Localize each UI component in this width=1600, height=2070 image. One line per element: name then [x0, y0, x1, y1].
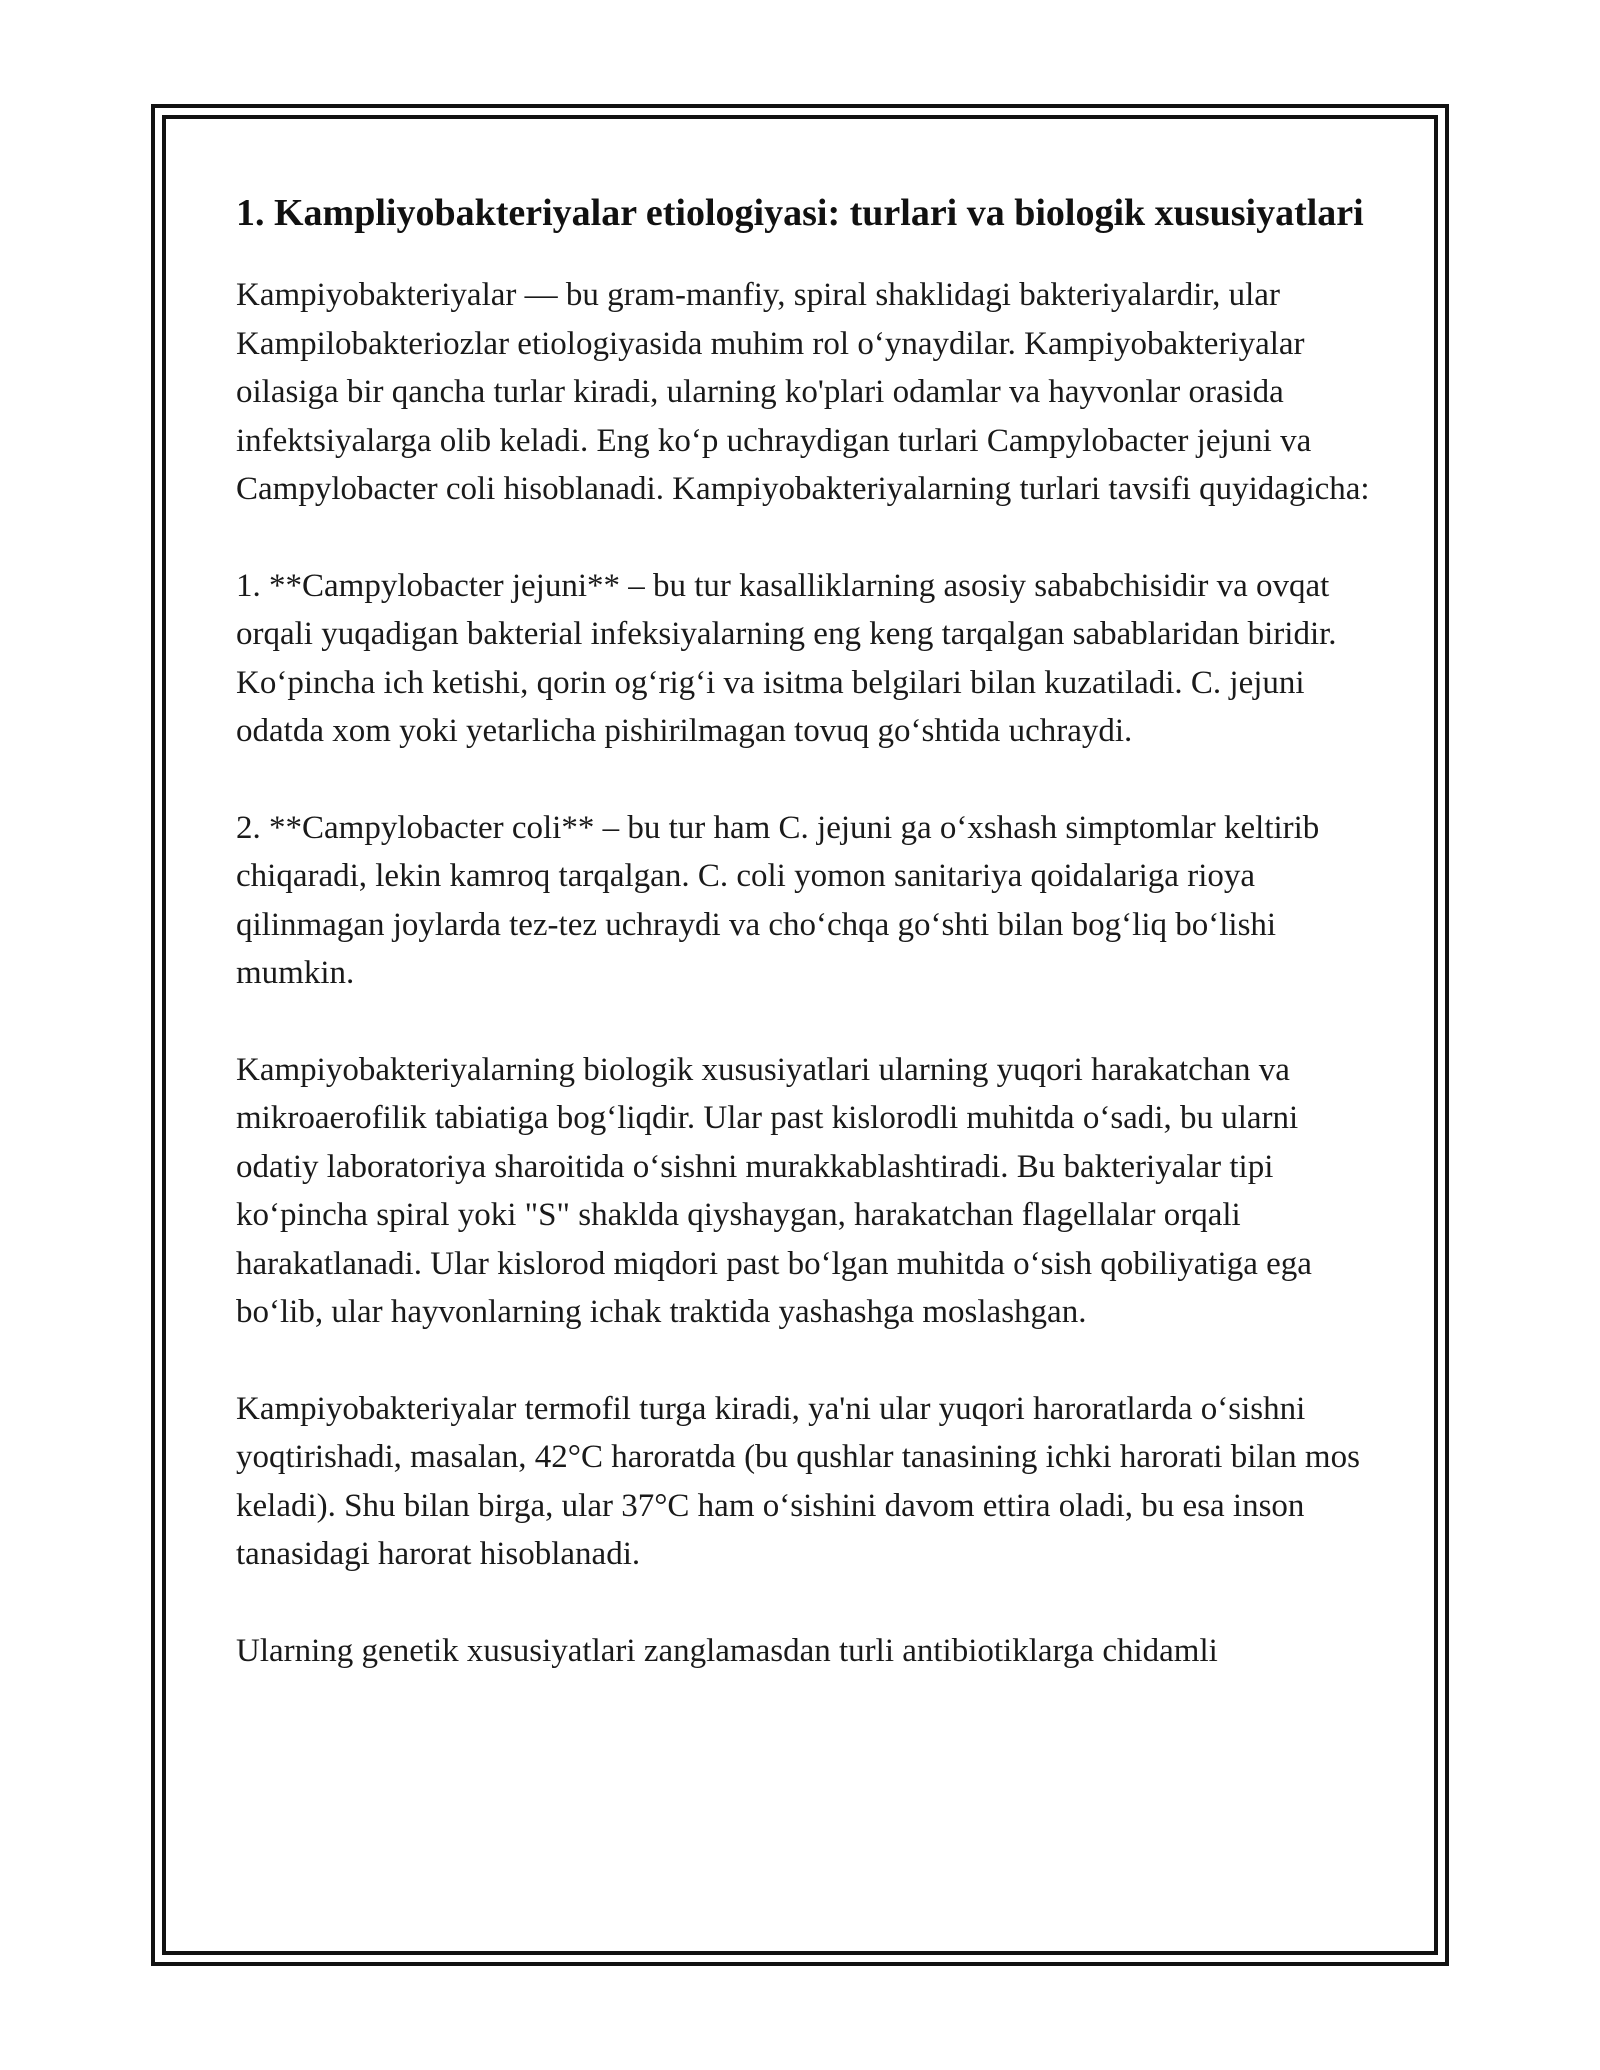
paragraph-jejuni: 1. **Campylobacter jejuni** – bu tur kasalliklarning asosiy sababchisidir va ovqat orqali yuqadigan bakterial infeksiyalarning eng keng tarqalgan sabablaridan biridir. Koʻpincha ich ketishi, qorin ogʻrigʻi va isitma belgilari bilan kuzatiladi. C. jejuni odatda xom yoki yetarlicha pishirilmagan tovuq goʻshtida uchraydi.	[236, 567, 1337, 749]
paragraph-biology: Kampiyobakteriyalarning biologik xususiyatlari ularning yuqori harakatchan va mikroaerofilik tabiatiga bogʻliqdir. Ular past kislorodli muhitda oʻsadi, bu ularni odatiy laboratoriya sharoitida oʻsishni murakkablashtiradi. Bu bakteriyalar tipi koʻpincha spiral yoki "S" shaklda qiyshaygan, harakatchan flagellalar orqali harakatlanadi. Ular kislorod miqdori past boʻlgan muhitda oʻsish qobiliyatiga ega boʻlib, ular hayvonlarning ichak traktida yashashga moslashgan.	[236, 1051, 1312, 1330]
paragraph-thermophile: Kampiyobakteriyalar termofil turga kiradi, ya'ni ular yuqori haroratlarda oʻsishni yoqtirishadi, masalan, 42°C haroratda (bu qushlar tanasining ichki harorati bilan mos keladi). Shu bilan birga, ular 37°C ham oʻsishini davom ettira oladi, bu esa inson tanasidagi harorat hisoblanadi.	[236, 1390, 1360, 1572]
section-heading: 1. Kampliyobakteriyalar etiologiyasi: turlari va biologik xususiyatlari	[236, 192, 1364, 234]
paragraph-coli: 2. **Campylobacter coli** – bu tur ham C. jejuni ga oʻxshash simptomlar keltirib chiqaradi, lekin kamroq tarqalgan. C. coli yomon sanitariya qoidalariga rioya qilinmagan joylarda tez-tez uchraydi va choʻchqa goʻshti bilan bogʻliq boʻlishi mumkin.	[236, 809, 1320, 991]
paragraph-genetics: Ularning genetik xususiyatlari zanglamasdan turli antibiotiklarga chidamli	[236, 1632, 1218, 1669]
document-body	[236, 185, 1376, 1723]
paragraph-intro: Kampiyobakteriyalar — bu gram-manfiy, spiral shaklidagi bakteriyalardir, ular Kampilobakteriozlar etiologiyasida muhim rol oʻynaydilar. Kampiyobakteriyalar oilasiga bir qancha turlar kiradi, ularning ko'plari odamlar va hayvonlar orasida infektsiyalarga olib keladi. Eng koʻp uchraydigan turlari Campylobacter jejuni va Campylobacter coli hisoblanadi. Kampiyobakteriyalarning turlari tavsifi quyidagicha:	[236, 277, 1370, 507]
